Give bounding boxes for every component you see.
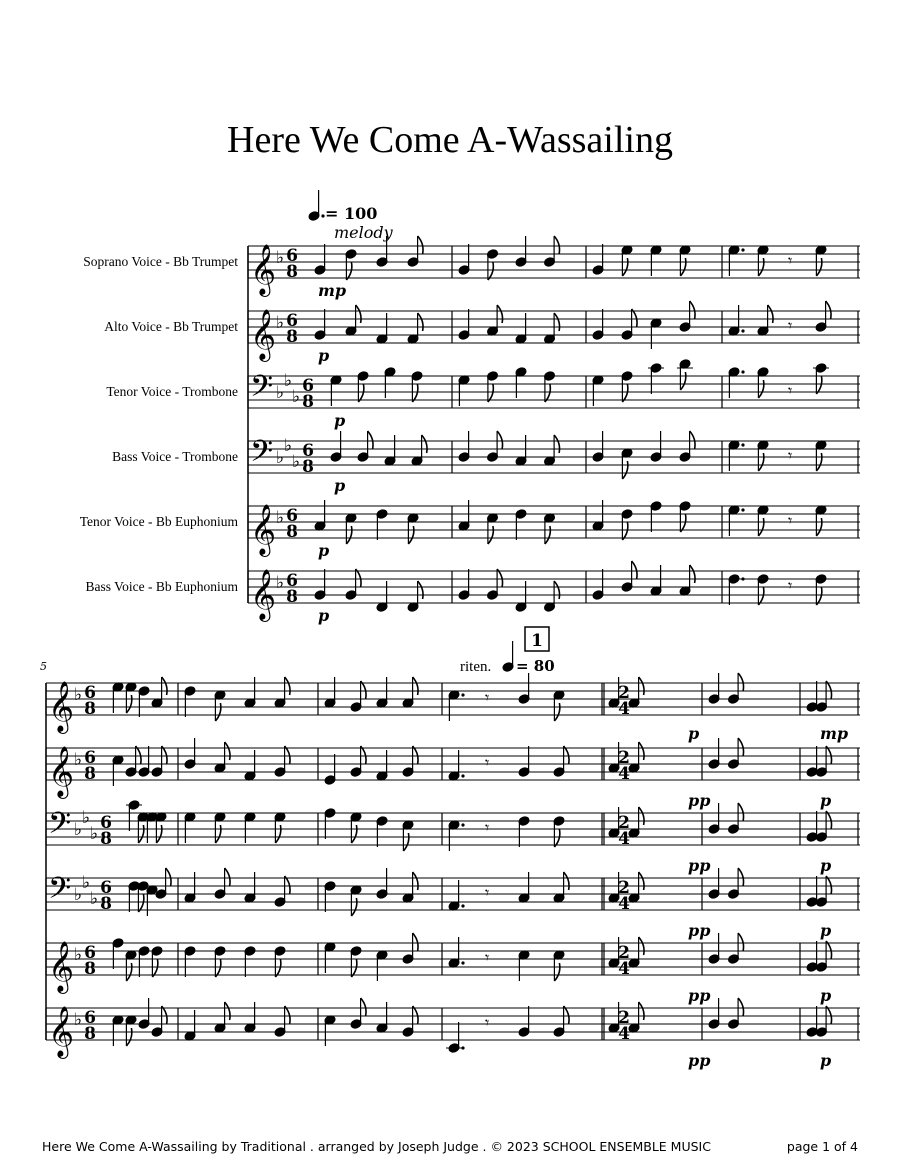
eighth-rest-icon: 𝄾	[788, 446, 793, 465]
dynamic-marking: p	[820, 791, 832, 810]
eighth-rest-icon: 𝄾	[485, 883, 490, 902]
treble-clef-icon: 𝄞	[48, 941, 75, 992]
time-sig-num: 6	[100, 878, 112, 898]
dot	[461, 904, 464, 907]
time-sig-den: 8	[302, 392, 314, 412]
time-sig-den: 4	[618, 959, 630, 979]
time-sig-num: 2	[618, 943, 630, 963]
dynamic-marking: mp	[318, 281, 347, 300]
eighth-rest-icon: 𝄾	[788, 251, 793, 270]
dynamic-marking: p	[820, 1051, 832, 1070]
dot	[741, 329, 744, 332]
flag	[488, 262, 493, 280]
instrument-name: Tenor Voice - Trombone	[106, 384, 238, 399]
dot	[461, 693, 464, 696]
treble-clef-icon: 𝄞	[250, 569, 277, 620]
dot	[741, 577, 744, 580]
bass-clef-icon: 𝄢	[48, 807, 72, 848]
flag	[126, 695, 131, 713]
dynamic-marking: p	[820, 986, 832, 1005]
flat-icon: ♭	[74, 945, 83, 965]
flag	[361, 746, 366, 764]
treble-clef-icon: 𝄞	[48, 1006, 75, 1057]
flat-icon: ♭	[292, 387, 301, 407]
time-sig-den: 8	[286, 327, 298, 347]
eighth-rest-icon: 𝄾	[788, 381, 793, 400]
flat-icon: ♭	[90, 824, 99, 844]
dynamic-marking: p	[688, 724, 700, 743]
flat-icon: ♭	[276, 573, 285, 593]
eighth-rest-icon: 𝄾	[788, 316, 793, 335]
flat-icon: ♭	[74, 885, 83, 905]
staff-6	[46, 998, 860, 1059]
flat-icon: ♭	[74, 685, 83, 705]
dynamic-marking: pp	[688, 921, 711, 940]
flag	[285, 746, 290, 764]
flag	[826, 301, 831, 319]
flag	[639, 1002, 644, 1020]
flag	[826, 876, 831, 894]
flag	[826, 681, 831, 699]
flag	[738, 998, 743, 1016]
staff-2	[104, 301, 860, 365]
flag	[690, 301, 695, 319]
flat-icon: ♭	[74, 1010, 83, 1030]
time-sig-den: 8	[84, 1024, 96, 1044]
time-sig-den: 8	[286, 522, 298, 542]
flag	[403, 833, 408, 851]
time-sig-den: 4	[618, 894, 630, 914]
flag	[356, 305, 361, 323]
flat-icon: ♭	[82, 808, 91, 828]
staff-4	[112, 431, 860, 495]
flag	[351, 825, 356, 843]
time-sig-den: 8	[302, 457, 314, 477]
time-sig-num: 6	[84, 943, 96, 963]
flag	[816, 453, 821, 471]
flag	[215, 703, 220, 721]
flag	[412, 384, 417, 402]
flat-icon: ♭	[82, 873, 91, 893]
flag	[639, 937, 644, 955]
flag	[622, 461, 627, 479]
time-sig-num: 6	[100, 813, 112, 833]
flag	[413, 933, 418, 951]
flag	[680, 514, 685, 532]
staff-5	[46, 933, 860, 994]
flat-icon: ♭	[292, 452, 301, 472]
dynamic-marking: p	[820, 856, 832, 875]
tempo-marking: = 100	[325, 204, 378, 223]
flag	[126, 963, 131, 981]
expression-marking: melody	[334, 223, 393, 242]
flag	[497, 431, 502, 449]
flag	[622, 258, 627, 276]
flag	[152, 959, 157, 977]
flag	[351, 898, 356, 916]
flag	[632, 561, 637, 579]
flag	[422, 435, 427, 453]
staff-4	[46, 868, 860, 916]
flag	[351, 959, 356, 977]
flag	[488, 526, 493, 544]
flat-icon: ♭	[276, 313, 285, 333]
flag	[361, 681, 366, 699]
dynamic-marking: pp	[688, 1051, 711, 1070]
flag	[554, 236, 559, 254]
time-sig-num: 2	[618, 683, 630, 703]
flag	[758, 380, 763, 398]
flag	[497, 569, 502, 587]
dot	[741, 443, 744, 446]
time-sig-den: 4	[618, 764, 630, 784]
flag	[418, 313, 423, 331]
footer-credit: Here We Come A-Wassailing by Traditional . arranged by Joseph Judge . © 2023 SCHOOL ENSEMBLE MUSIC	[42, 1139, 711, 1154]
flag	[162, 677, 167, 695]
flag	[413, 677, 418, 695]
riten-marking: riten.	[460, 659, 492, 675]
time-sig-num: 2	[618, 813, 630, 833]
flag	[680, 372, 685, 390]
flag	[166, 868, 171, 886]
time-sig-num: 6	[286, 311, 298, 331]
time-sig-num: 6	[302, 441, 314, 461]
time-sig-den: 8	[100, 829, 112, 849]
flat-icon: ♭	[276, 248, 285, 268]
flag	[138, 825, 143, 843]
flag	[680, 258, 685, 276]
flag	[413, 746, 418, 764]
flag	[816, 376, 821, 394]
dynamic-marking: pp	[688, 856, 711, 875]
instrument-name: Alto Voice - Bb Trumpet	[104, 319, 238, 334]
flag	[225, 1002, 230, 1020]
flat-icon: ♭	[276, 383, 285, 403]
flag	[126, 1028, 131, 1046]
flat-icon: ♭	[74, 750, 83, 770]
instrument-name: Tenor Voice - Bb Euphonium	[79, 514, 238, 529]
flag	[758, 453, 763, 471]
instrument-name: Bass Voice - Bb Euphonium	[85, 579, 238, 594]
dynamic-marking: p	[334, 476, 346, 495]
flag	[816, 518, 821, 536]
treble-clef-icon: 𝄞	[48, 681, 75, 732]
time-sig-den: 8	[286, 262, 298, 282]
flag	[690, 431, 695, 449]
flat-icon: ♭	[90, 889, 99, 909]
flag	[632, 309, 637, 327]
treble-clef-icon: 𝄞	[250, 244, 277, 295]
flag	[215, 825, 220, 843]
eighth-rest-icon: 𝄾	[485, 948, 490, 967]
time-sig-num: 6	[84, 683, 96, 703]
staff-1	[46, 673, 860, 734]
flag	[554, 313, 559, 331]
time-sig-den: 8	[286, 587, 298, 607]
flag	[826, 1006, 831, 1024]
flag	[554, 581, 559, 599]
instrument-name: Bass Voice - Trombone	[112, 449, 238, 464]
flag	[826, 941, 831, 959]
flag	[554, 703, 559, 721]
time-sig-den: 4	[618, 699, 630, 719]
flag	[275, 959, 280, 977]
flag	[408, 526, 413, 544]
flag	[162, 1006, 167, 1024]
treble-clef-icon: 𝄞	[48, 746, 75, 797]
dynamic-marking: p	[318, 541, 330, 560]
dynamic-marking: p	[334, 411, 346, 430]
flag	[564, 872, 569, 890]
flag	[554, 963, 559, 981]
flag	[418, 236, 423, 254]
dot	[741, 508, 744, 511]
eighth-rest-icon: 𝄾	[485, 688, 490, 707]
flag	[738, 803, 743, 821]
eighth-rest-icon: 𝄾	[485, 818, 490, 837]
flag	[768, 305, 773, 323]
dot	[741, 370, 744, 373]
system-1	[80, 190, 860, 625]
time-sig-den: 8	[100, 894, 112, 914]
flag	[156, 825, 161, 843]
system-2	[40, 627, 860, 1070]
flag	[826, 811, 831, 829]
flat-icon: ♭	[284, 436, 293, 456]
flag	[136, 746, 141, 764]
time-sig-den: 8	[84, 764, 96, 784]
flag	[545, 526, 550, 544]
flag	[690, 565, 695, 583]
dot	[461, 823, 464, 826]
flag	[346, 526, 351, 544]
flag	[738, 673, 743, 691]
flag	[346, 262, 351, 280]
dynamic-marking: p	[318, 346, 330, 365]
flag	[554, 435, 559, 453]
treble-clef-icon: 𝄞	[250, 309, 277, 360]
eighth-rest-icon: 𝄾	[485, 753, 490, 772]
flag	[738, 868, 743, 886]
flag	[758, 518, 763, 536]
flag	[564, 1006, 569, 1024]
flag	[285, 677, 290, 695]
flag	[275, 825, 280, 843]
dynamic-marking: p	[318, 606, 330, 625]
time-sig-den: 8	[84, 959, 96, 979]
flag	[816, 258, 821, 276]
dot	[741, 248, 744, 251]
flat-icon: ♭	[74, 820, 83, 840]
eighth-rest-icon: 𝄾	[485, 1013, 490, 1032]
flat-icon: ♭	[284, 371, 293, 391]
flat-icon: ♭	[276, 448, 285, 468]
time-sig-den: 4	[618, 829, 630, 849]
eighth-rest-icon: 𝄾	[788, 511, 793, 530]
time-sig-den: 4	[618, 1024, 630, 1044]
flag	[554, 829, 559, 847]
flag	[215, 959, 220, 977]
flag	[413, 1006, 418, 1024]
flag	[826, 746, 831, 764]
flag	[545, 384, 550, 402]
flag	[285, 1006, 290, 1024]
time-sig-num: 6	[286, 246, 298, 266]
flag	[488, 384, 493, 402]
staff-1	[83, 236, 860, 300]
time-sig-num: 6	[84, 1008, 96, 1028]
flat-icon: ♭	[276, 508, 285, 528]
time-sig-num: 2	[618, 1008, 630, 1028]
dot	[461, 961, 464, 964]
bass-clef-icon: 𝄢	[250, 370, 274, 411]
flag	[358, 384, 363, 402]
instrument-name: Soprano Voice - Bb Trumpet	[83, 254, 238, 269]
flag	[225, 742, 230, 760]
staff-2	[46, 738, 860, 799]
dynamic-marking: mp	[820, 724, 849, 743]
flag	[138, 894, 143, 912]
dynamic-marking: pp	[688, 986, 711, 1005]
flag	[162, 746, 167, 764]
flag	[285, 876, 290, 894]
flag	[738, 738, 743, 756]
flag	[418, 581, 423, 599]
dot	[461, 774, 464, 777]
staff-3	[106, 359, 860, 430]
flag	[639, 872, 644, 890]
flag	[758, 258, 763, 276]
page-number: page 1 of 4	[786, 1139, 858, 1154]
time-sig-num: 2	[618, 748, 630, 768]
flag	[497, 305, 502, 323]
flag	[738, 933, 743, 951]
score-title: Here We Come A-Wassailing	[227, 119, 673, 161]
flag	[622, 384, 627, 402]
measure-number: 5	[40, 660, 47, 673]
flag	[622, 522, 627, 540]
dynamic-marking: p	[820, 921, 832, 940]
bass-clef-icon: 𝄢	[250, 435, 274, 476]
flag	[564, 746, 569, 764]
flag	[639, 742, 644, 760]
eighth-rest-icon: 𝄾	[788, 576, 793, 595]
dynamic-marking: pp	[688, 791, 711, 810]
flag	[368, 431, 373, 449]
flag	[758, 587, 763, 605]
time-sig-num: 6	[286, 506, 298, 526]
flag	[639, 807, 644, 825]
tempo-marking-2: = 80	[516, 657, 555, 675]
flag	[816, 587, 821, 605]
flag	[361, 998, 366, 1016]
time-sig-num: 6	[286, 571, 298, 591]
flag	[639, 677, 644, 695]
flag	[225, 868, 230, 886]
bass-clef-icon: 𝄢	[48, 872, 72, 913]
treble-clef-icon: 𝄞	[250, 504, 277, 555]
time-sig-num: 6	[84, 748, 96, 768]
flag	[356, 569, 361, 587]
rehearsal-mark: 1	[531, 631, 543, 651]
staff-5	[80, 500, 860, 560]
time-sig-num: 2	[618, 878, 630, 898]
time-sig-num: 6	[302, 376, 314, 396]
staff-3	[46, 800, 860, 851]
flag	[413, 872, 418, 890]
staff-6	[85, 561, 860, 625]
time-sig-den: 8	[84, 699, 96, 719]
